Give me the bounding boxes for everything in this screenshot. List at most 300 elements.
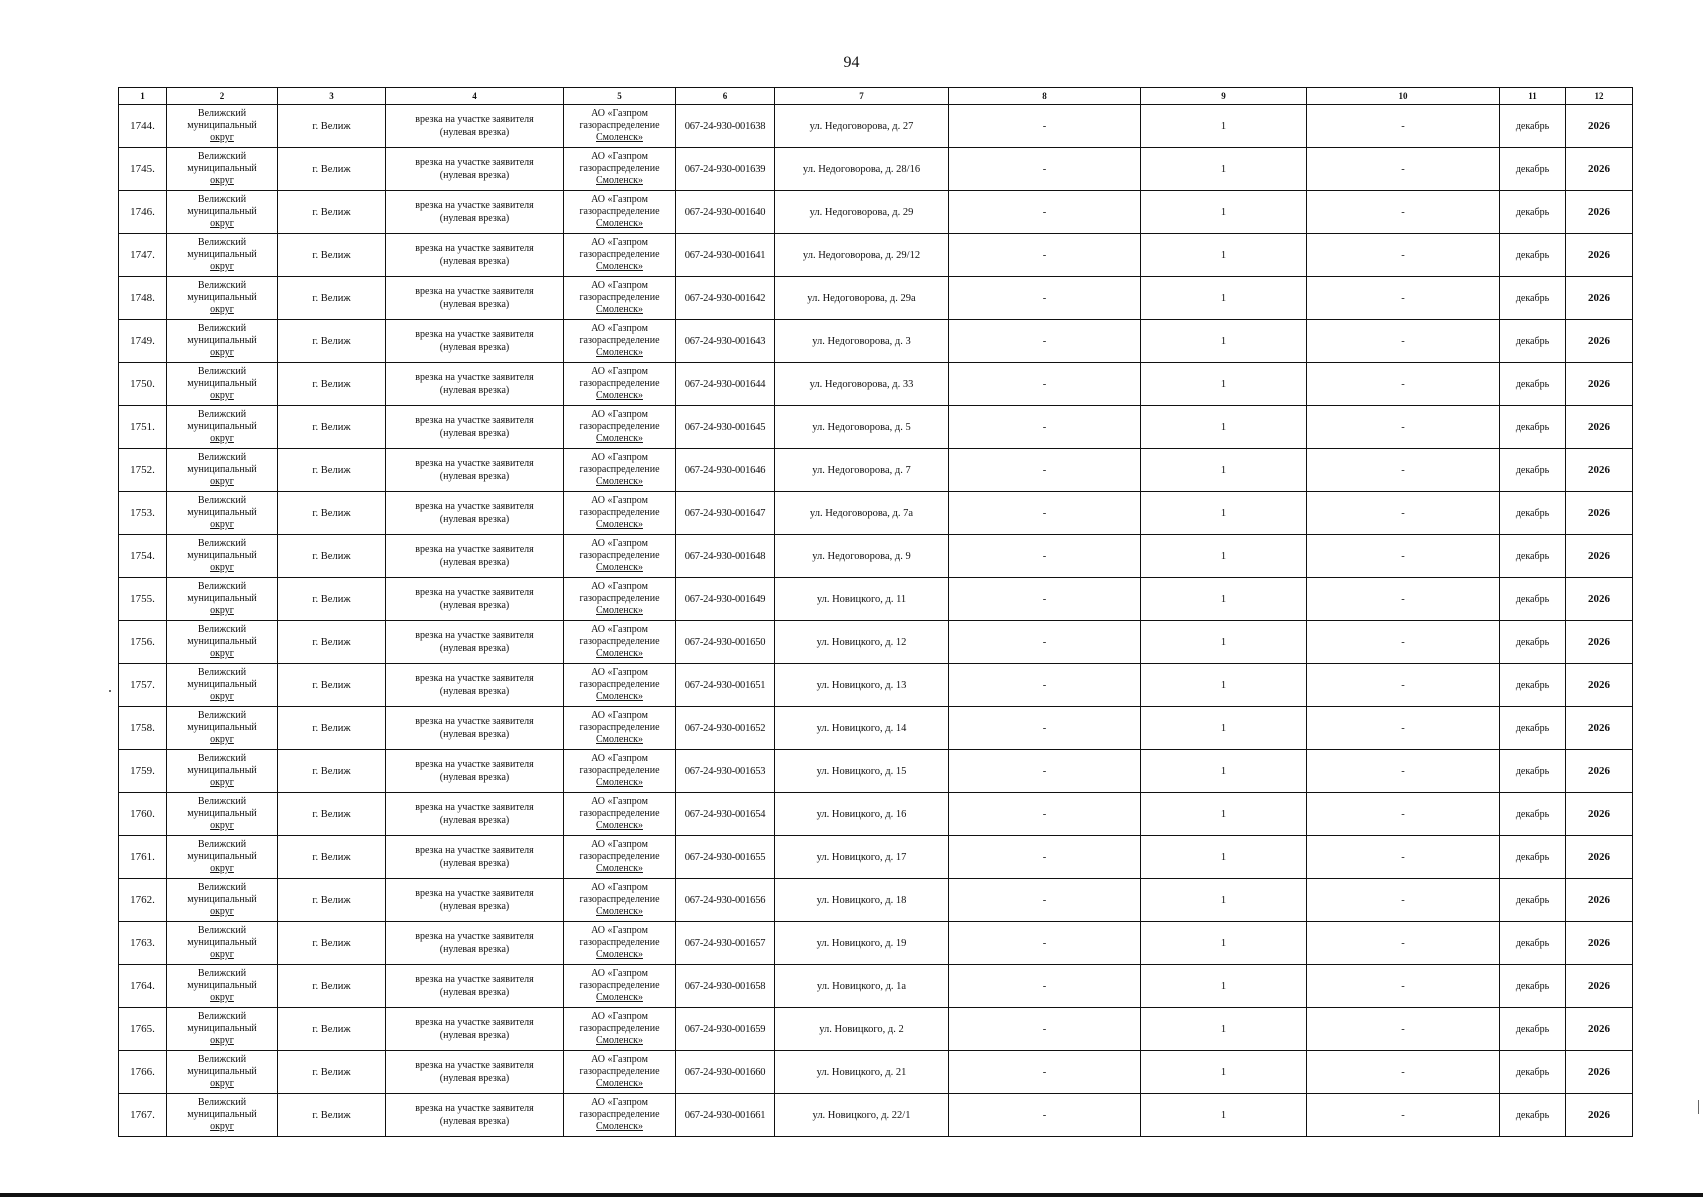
municipality-cell-line: округ	[210, 906, 234, 917]
city-cell: г. Велиж	[278, 277, 386, 320]
address-cell: ул. Недоговорова, д. 29а	[775, 277, 949, 320]
connection-type-cell-line: врезка на участке заявителя	[415, 974, 534, 985]
year-cell: 2026	[1566, 234, 1633, 277]
table-row	[119, 836, 1633, 879]
organization-cell-line: газораспределение	[579, 851, 660, 862]
municipality-cell-line: муниципальный	[187, 894, 257, 905]
table-row	[119, 105, 1633, 148]
row-number: 1745.	[119, 148, 167, 191]
city-cell: г. Велиж	[278, 621, 386, 664]
object-code-cell: 067-24-930-001659	[676, 1008, 775, 1051]
municipality-cell	[167, 492, 278, 535]
organization-cell-line: АО «Газпром	[591, 237, 648, 248]
organization-cell-line: Смоленск»	[596, 906, 643, 917]
connection-type-cell-line: врезка на участке заявителя	[415, 200, 534, 211]
row-number: 1764.	[119, 965, 167, 1008]
month-cell: декабрь	[1500, 750, 1566, 793]
column-header: 4	[386, 88, 564, 105]
connection-type-cell	[386, 320, 564, 363]
month-cell: декабрь	[1500, 707, 1566, 750]
municipality-cell-line: округ	[210, 1078, 234, 1089]
column-10-cell: -	[1307, 707, 1500, 750]
address-cell: ул. Недоговорова, д. 7	[775, 449, 949, 492]
column-8-cell: -	[949, 793, 1141, 836]
municipality-cell	[167, 535, 278, 578]
organization-cell-line: газораспределение	[579, 636, 660, 647]
organization-cell-line: АО «Газпром	[591, 1011, 648, 1022]
column-10-cell: -	[1307, 922, 1500, 965]
object-code-cell: 067-24-930-001661	[676, 1094, 775, 1137]
column-header: 9	[1141, 88, 1307, 105]
address-cell: ул. Новицкого, д. 14	[775, 707, 949, 750]
object-code-cell: 067-24-930-001655	[676, 836, 775, 879]
connection-type-cell-line: врезка на участке заявителя	[415, 458, 534, 469]
municipality-cell-line: Велижский	[197, 1097, 247, 1108]
city-cell: г. Велиж	[278, 836, 386, 879]
organization-cell-line: АО «Газпром	[591, 581, 648, 592]
connection-type-cell	[386, 277, 564, 320]
connection-type-cell	[386, 1094, 564, 1137]
address-cell: ул. Недоговорова, д. 29	[775, 191, 949, 234]
connection-type-cell-line: (нулевая врезка)	[439, 471, 510, 482]
row-number: 1746.	[119, 191, 167, 234]
year-cell: 2026	[1566, 879, 1633, 922]
city-cell: г. Велиж	[278, 793, 386, 836]
address-cell: ул. Новицкого, д. 2	[775, 1008, 949, 1051]
city-cell: г. Велиж	[278, 535, 386, 578]
table-row	[119, 320, 1633, 363]
table-body	[119, 105, 1633, 1137]
connection-type-cell	[386, 664, 564, 707]
municipality-cell-line: округ	[210, 863, 234, 874]
table-row	[119, 1008, 1633, 1051]
column-8-cell: -	[949, 1051, 1141, 1094]
object-code-cell: 067-24-930-001645	[676, 406, 775, 449]
address-cell: ул. Недоговорова, д. 27	[775, 105, 949, 148]
municipality-cell-line: округ	[210, 175, 234, 186]
organization-cell-line: газораспределение	[579, 679, 660, 690]
column-9-cell: 1	[1141, 363, 1307, 406]
column-9-cell: 1	[1141, 277, 1307, 320]
column-9-cell: 1	[1141, 922, 1307, 965]
organization-cell-line: Смоленск»	[596, 562, 643, 573]
object-code-cell: 067-24-930-001646	[676, 449, 775, 492]
municipality-cell-line: Велижский	[197, 839, 247, 850]
municipality-cell	[167, 664, 278, 707]
organization-cell-line: Смоленск»	[596, 175, 643, 186]
organization-cell-line: Смоленск»	[596, 1078, 643, 1089]
municipality-cell-line: Велижский	[197, 538, 247, 549]
column-header: 1	[119, 88, 167, 105]
column-9-cell: 1	[1141, 449, 1307, 492]
municipality-cell-line: Велижский	[197, 753, 247, 764]
municipality-cell-line: Велижский	[197, 882, 247, 893]
connection-type-cell	[386, 793, 564, 836]
schedule-table	[118, 87, 1633, 1137]
address-cell: ул. Новицкого, д. 21	[775, 1051, 949, 1094]
municipality-cell	[167, 922, 278, 965]
connection-type-cell	[386, 105, 564, 148]
city-cell: г. Велиж	[278, 363, 386, 406]
municipality-cell-line: муниципальный	[187, 163, 257, 174]
column-9-cell: 1	[1141, 664, 1307, 707]
row-number: 1749.	[119, 320, 167, 363]
organization-cell-line: АО «Газпром	[591, 194, 648, 205]
organization-cell-line: газораспределение	[579, 292, 660, 303]
municipality-cell-line: муниципальный	[187, 808, 257, 819]
month-cell: декабрь	[1500, 922, 1566, 965]
table-row	[119, 664, 1633, 707]
column-10-cell: -	[1307, 879, 1500, 922]
municipality-cell-line: муниципальный	[187, 421, 257, 432]
organization-cell-line: АО «Газпром	[591, 796, 648, 807]
table-row	[119, 492, 1633, 535]
month-cell: декабрь	[1500, 492, 1566, 535]
municipality-cell-line: муниципальный	[187, 851, 257, 862]
row-number: 1762.	[119, 879, 167, 922]
organization-cell-line: газораспределение	[579, 937, 660, 948]
municipality-cell	[167, 621, 278, 664]
municipality-cell-line: муниципальный	[187, 765, 257, 776]
municipality-cell-line: округ	[210, 218, 234, 229]
municipality-cell-line: муниципальный	[187, 636, 257, 647]
municipality-cell-line: округ	[210, 691, 234, 702]
municipality-cell	[167, 105, 278, 148]
month-cell: декабрь	[1500, 320, 1566, 363]
row-number: 1765.	[119, 1008, 167, 1051]
column-10-cell: -	[1307, 406, 1500, 449]
column-10-cell: -	[1307, 1094, 1500, 1137]
municipality-cell	[167, 449, 278, 492]
municipality-cell	[167, 406, 278, 449]
organization-cell-line: газораспределение	[579, 593, 660, 604]
municipality-cell-line: муниципальный	[187, 593, 257, 604]
municipality-cell-line: Велижский	[197, 452, 247, 463]
column-8-cell: -	[949, 105, 1141, 148]
organization-cell	[564, 836, 676, 879]
municipality-cell-line: округ	[210, 433, 234, 444]
row-number: 1758.	[119, 707, 167, 750]
column-9-cell: 1	[1141, 320, 1307, 363]
municipality-cell	[167, 320, 278, 363]
municipality-cell-line: муниципальный	[187, 120, 257, 131]
address-cell: ул. Недоговорова, д. 33	[775, 363, 949, 406]
city-cell: г. Велиж	[278, 1094, 386, 1137]
year-cell: 2026	[1566, 621, 1633, 664]
column-header: 5	[564, 88, 676, 105]
connection-type-cell-line: (нулевая врезка)	[439, 385, 510, 396]
year-cell: 2026	[1566, 1008, 1633, 1051]
connection-type-cell-line: врезка на участке заявителя	[415, 673, 534, 684]
table-row	[119, 965, 1633, 1008]
municipality-cell-line: Велижский	[197, 581, 247, 592]
table-row	[119, 449, 1633, 492]
municipality-cell-line: округ	[210, 519, 234, 530]
municipality-cell-line: муниципальный	[187, 378, 257, 389]
organization-cell-line: АО «Газпром	[591, 1054, 648, 1065]
municipality-cell-line: Велижский	[197, 194, 247, 205]
organization-cell-line: газораспределение	[579, 1109, 660, 1120]
table-row	[119, 578, 1633, 621]
city-cell: г. Велиж	[278, 922, 386, 965]
column-10-cell: -	[1307, 1051, 1500, 1094]
month-cell: декабрь	[1500, 406, 1566, 449]
organization-cell-line: Смоленск»	[596, 390, 643, 401]
municipality-cell-line: муниципальный	[187, 206, 257, 217]
municipality-cell-line: округ	[210, 949, 234, 960]
table-row	[119, 234, 1633, 277]
month-cell: декабрь	[1500, 836, 1566, 879]
connection-type-cell-line: врезка на участке заявителя	[415, 802, 534, 813]
object-code-cell: 067-24-930-001641	[676, 234, 775, 277]
municipality-cell-line: муниципальный	[187, 335, 257, 346]
city-cell: г. Велиж	[278, 1051, 386, 1094]
municipality-cell-line: округ	[210, 605, 234, 616]
city-cell: г. Велиж	[278, 1008, 386, 1051]
organization-cell-line: АО «Газпром	[591, 366, 648, 377]
column-10-cell: -	[1307, 277, 1500, 320]
connection-type-cell-line: (нулевая врезка)	[439, 858, 510, 869]
connection-type-cell-line: (нулевая врезка)	[439, 729, 510, 740]
scan-mark	[1698, 1100, 1699, 1114]
connection-type-cell	[386, 750, 564, 793]
row-number: 1763.	[119, 922, 167, 965]
organization-cell	[564, 406, 676, 449]
connection-type-cell-line: врезка на участке заявителя	[415, 544, 534, 555]
column-8-cell: -	[949, 492, 1141, 535]
column-8-cell: -	[949, 191, 1141, 234]
column-9-cell: 1	[1141, 535, 1307, 578]
table-row	[119, 406, 1633, 449]
address-cell: ул. Новицкого, д. 17	[775, 836, 949, 879]
municipality-cell-line: Велижский	[197, 108, 247, 119]
column-8-cell: -	[949, 750, 1141, 793]
column-10-cell: -	[1307, 449, 1500, 492]
connection-type-cell-line: (нулевая врезка)	[439, 643, 510, 654]
column-9-cell: 1	[1141, 793, 1307, 836]
municipality-cell-line: муниципальный	[187, 722, 257, 733]
column-9-cell: 1	[1141, 148, 1307, 191]
row-number: 1750.	[119, 363, 167, 406]
connection-type-cell-line: врезка на участке заявителя	[415, 931, 534, 942]
address-cell: ул. Новицкого, д. 1а	[775, 965, 949, 1008]
organization-cell-line: АО «Газпром	[591, 280, 648, 291]
row-number: 1752.	[119, 449, 167, 492]
address-cell: ул. Новицкого, д. 18	[775, 879, 949, 922]
bottom-rule	[0, 1193, 1703, 1197]
connection-type-cell-line: (нулевая врезка)	[439, 127, 510, 138]
organization-cell-line: АО «Газпром	[591, 495, 648, 506]
connection-type-cell	[386, 234, 564, 277]
column-9-cell: 1	[1141, 1051, 1307, 1094]
organization-cell	[564, 148, 676, 191]
row-number: 1748.	[119, 277, 167, 320]
column-9-cell: 1	[1141, 406, 1307, 449]
column-10-cell: -	[1307, 363, 1500, 406]
connection-type-cell	[386, 191, 564, 234]
column-header: 3	[278, 88, 386, 105]
month-cell: декабрь	[1500, 449, 1566, 492]
table-row	[119, 1051, 1633, 1094]
connection-type-cell	[386, 492, 564, 535]
object-code-cell: 067-24-930-001638	[676, 105, 775, 148]
organization-cell	[564, 234, 676, 277]
row-number: 1761.	[119, 836, 167, 879]
municipality-cell	[167, 191, 278, 234]
municipality-cell	[167, 277, 278, 320]
municipality-cell-line: муниципальный	[187, 1066, 257, 1077]
column-9-cell: 1	[1141, 750, 1307, 793]
table-row	[119, 1094, 1633, 1137]
column-8-cell: -	[949, 836, 1141, 879]
connection-type-cell-line: врезка на участке заявителя	[415, 1060, 534, 1071]
column-9-cell: 1	[1141, 1094, 1307, 1137]
municipality-cell-line: муниципальный	[187, 550, 257, 561]
municipality-cell-line: округ	[210, 476, 234, 487]
municipality-cell	[167, 1008, 278, 1051]
organization-cell-line: Смоленск»	[596, 949, 643, 960]
municipality-cell-line: округ	[210, 304, 234, 315]
connection-type-cell-line: врезка на участке заявителя	[415, 587, 534, 598]
municipality-cell-line: округ	[210, 390, 234, 401]
municipality-cell	[167, 750, 278, 793]
table-row	[119, 922, 1633, 965]
municipality-cell	[167, 965, 278, 1008]
connection-type-cell-line: врезка на участке заявителя	[415, 286, 534, 297]
organization-cell-line: Смоленск»	[596, 218, 643, 229]
row-number: 1767.	[119, 1094, 167, 1137]
table-row	[119, 535, 1633, 578]
address-cell: ул. Новицкого, д. 16	[775, 793, 949, 836]
column-8-cell: -	[949, 578, 1141, 621]
month-cell: декабрь	[1500, 191, 1566, 234]
organization-cell	[564, 1008, 676, 1051]
organization-cell-line: Смоленск»	[596, 820, 643, 831]
city-cell: г. Велиж	[278, 191, 386, 234]
column-10-cell: -	[1307, 234, 1500, 277]
organization-cell-line: газораспределение	[579, 722, 660, 733]
column-8-cell: -	[949, 449, 1141, 492]
connection-type-cell-line: врезка на участке заявителя	[415, 630, 534, 641]
column-8-cell: -	[949, 965, 1141, 1008]
organization-cell-line: газораспределение	[579, 1023, 660, 1034]
connection-type-cell-line: врезка на участке заявителя	[415, 372, 534, 383]
address-cell: ул. Новицкого, д. 19	[775, 922, 949, 965]
municipality-cell-line: Велижский	[197, 710, 247, 721]
organization-cell-line: Смоленск»	[596, 132, 643, 143]
object-code-cell: 067-24-930-001644	[676, 363, 775, 406]
organization-cell-line: газораспределение	[579, 765, 660, 776]
municipality-cell-line: Велижский	[197, 366, 247, 377]
municipality-cell-line: округ	[210, 648, 234, 659]
organization-cell	[564, 664, 676, 707]
row-number: 1754.	[119, 535, 167, 578]
column-10-cell: -	[1307, 148, 1500, 191]
connection-type-cell	[386, 965, 564, 1008]
connection-type-cell	[386, 879, 564, 922]
connection-type-cell-line: врезка на участке заявителя	[415, 243, 534, 254]
column-9-cell: 1	[1141, 492, 1307, 535]
municipality-cell-line: округ	[210, 777, 234, 788]
organization-cell-line: АО «Газпром	[591, 1097, 648, 1108]
year-cell: 2026	[1566, 492, 1633, 535]
organization-cell	[564, 621, 676, 664]
city-cell: г. Велиж	[278, 578, 386, 621]
column-10-cell: -	[1307, 793, 1500, 836]
table-row	[119, 707, 1633, 750]
year-cell: 2026	[1566, 707, 1633, 750]
object-code-cell: 067-24-930-001650	[676, 621, 775, 664]
year-cell: 2026	[1566, 793, 1633, 836]
object-code-cell: 067-24-930-001648	[676, 535, 775, 578]
connection-type-cell-line: (нулевая врезка)	[439, 213, 510, 224]
municipality-cell-line: округ	[210, 261, 234, 272]
connection-type-cell-line: (нулевая врезка)	[439, 557, 510, 568]
column-8-cell: -	[949, 1094, 1141, 1137]
connection-type-cell-line: (нулевая врезка)	[439, 299, 510, 310]
organization-cell-line: газораспределение	[579, 163, 660, 174]
municipality-cell-line: Велижский	[197, 1011, 247, 1022]
object-code-cell: 067-24-930-001660	[676, 1051, 775, 1094]
table-row	[119, 277, 1633, 320]
object-code-cell: 067-24-930-001658	[676, 965, 775, 1008]
address-cell: ул. Новицкого, д. 11	[775, 578, 949, 621]
connection-type-cell-line: врезка на участке заявителя	[415, 114, 534, 125]
column-8-cell: -	[949, 320, 1141, 363]
column-8-cell: -	[949, 1008, 1141, 1051]
year-cell: 2026	[1566, 965, 1633, 1008]
row-number: 1760.	[119, 793, 167, 836]
address-cell: ул. Недоговорова, д. 28/16	[775, 148, 949, 191]
organization-cell-line: АО «Газпром	[591, 925, 648, 936]
column-8-cell: -	[949, 922, 1141, 965]
organization-cell	[564, 1094, 676, 1137]
municipality-cell	[167, 879, 278, 922]
organization-cell-line: Смоленск»	[596, 863, 643, 874]
column-9-cell: 1	[1141, 707, 1307, 750]
year-cell: 2026	[1566, 105, 1633, 148]
organization-cell-line: Смоленск»	[596, 1035, 643, 1046]
connection-type-cell-line: врезка на участке заявителя	[415, 329, 534, 340]
municipality-cell-line: Велижский	[197, 624, 247, 635]
column-10-cell: -	[1307, 621, 1500, 664]
city-cell: г. Велиж	[278, 879, 386, 922]
column-10-cell: -	[1307, 750, 1500, 793]
municipality-cell-line: округ	[210, 1035, 234, 1046]
organization-cell	[564, 105, 676, 148]
organization-cell-line: Смоленск»	[596, 992, 643, 1003]
municipality-cell-line: Велижский	[197, 796, 247, 807]
connection-type-cell	[386, 148, 564, 191]
municipality-cell-line: Велижский	[197, 237, 247, 248]
column-8-cell: -	[949, 707, 1141, 750]
year-cell: 2026	[1566, 277, 1633, 320]
connection-type-cell-line: врезка на участке заявителя	[415, 501, 534, 512]
municipality-cell-line: муниципальный	[187, 937, 257, 948]
year-cell: 2026	[1566, 664, 1633, 707]
row-number: 1756.	[119, 621, 167, 664]
city-cell: г. Велиж	[278, 234, 386, 277]
column-8-cell: -	[949, 535, 1141, 578]
municipality-cell-line: Велижский	[197, 667, 247, 678]
connection-type-cell-line: врезка на участке заявителя	[415, 716, 534, 727]
municipality-cell-line: муниципальный	[187, 679, 257, 690]
organization-cell-line: Смоленск»	[596, 304, 643, 315]
column-header: 8	[949, 88, 1141, 105]
year-cell: 2026	[1566, 363, 1633, 406]
month-cell: декабрь	[1500, 535, 1566, 578]
organization-cell	[564, 879, 676, 922]
